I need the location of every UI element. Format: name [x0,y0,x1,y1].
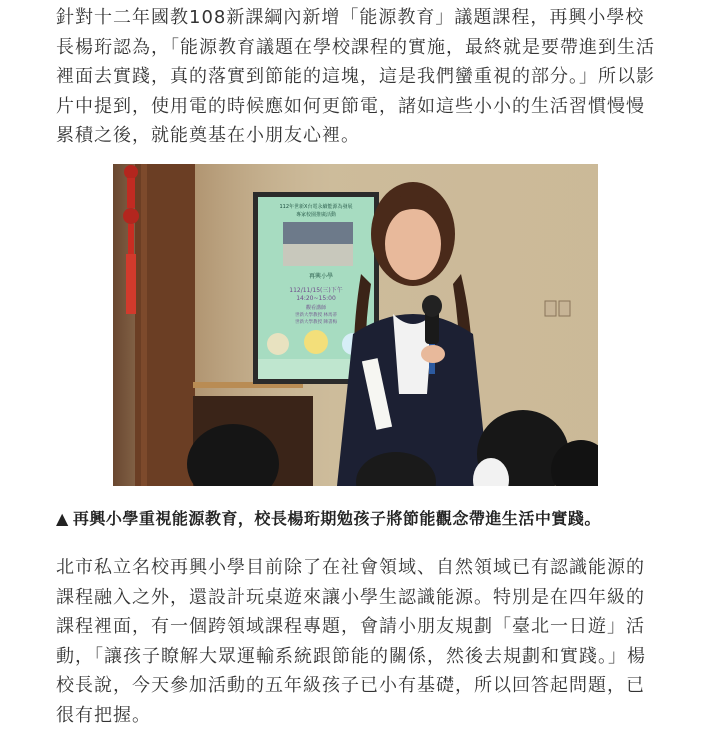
poster-line-2: 專家校園推廣活動 [295,212,337,218]
poster-line-1: 112年世新X台電永續能源為發展 [279,204,353,210]
article-paragraph-2: 北市私立名校再興小學目前除了在社會領域、自然領域已有認識能源的課程融入之外，還設計玩桌遊來讓小學生認識能源。特別是在四年級的課程裡面，有一個跨領域課程專題，會請小朋友規劃「臺北一日遊」活動，「讓孩子瞭解大眾運輸系統跟節能的關係，然後去規劃和實踐。」楊校長說，今天參加活動的五年級孩子已小有基礎，所以回答起問題，已很有把握。 [56,557,646,726]
photo-caption [56,506,666,529]
article-paragraph-1: 針對十二年國教108新課綱內新增「能源教育」議題課程，再興小學校長楊珩認為，「能源教育議題在學校課程的實施，最終就是要帶進到生活裡面去實踐，真的落實到節能的這塊，這是我們蠻重視的部分。」所以影片中提到，使用電的時候應如何更節電，諸如這些小小的生活習慣慢慢累積之後，就能奠基在小朋友心裡。 [56,7,655,146]
poster-line-3: 再興小學 [308,273,334,280]
poster-line-4: 112/11/15(三)下午 [289,287,343,294]
poster-line-5: 14:20~15:00 [296,295,336,302]
poster-line-8: 世新大學教授 陳書梅 [295,320,337,325]
poster-line-6: 觀看講師 [305,305,327,311]
poster-line-7: 世新大學教授 林馬蒂 [295,313,337,318]
article-photo [113,164,598,486]
caption-text: 再興小學重視能源教育，校長楊珩期勉孩子將節能觀念帶進生活中實踐。 [72,509,601,528]
caption-triangle-icon: ▲ [56,509,69,528]
